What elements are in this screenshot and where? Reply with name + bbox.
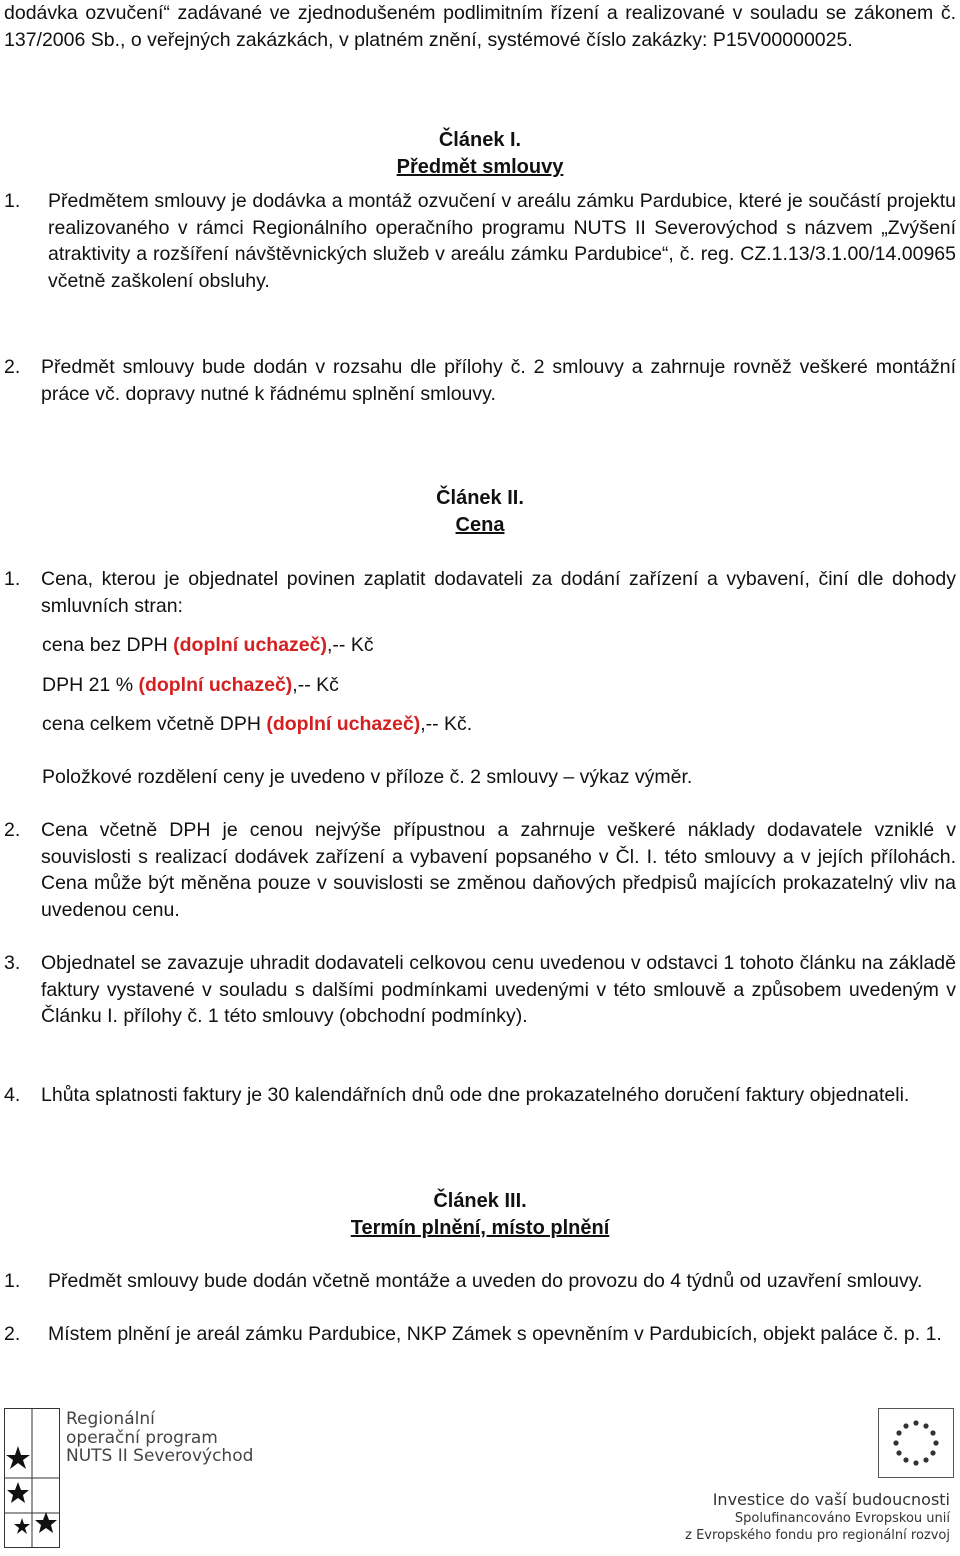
fill-in-placeholder: (doplní uchazeč) <box>266 713 421 735</box>
article-3-title: Termín plnění, místo plnění <box>350 1217 610 1239</box>
article-2-heading <box>0 485 960 539</box>
article-2-number: Článek II. <box>436 487 524 509</box>
article-1-title: Předmět smlouvy <box>396 156 564 178</box>
item-text: Lhůta splatnosti faktury je 30 kalendářních dnů ode dne prokazatelného doručení faktury objednateli. <box>41 1084 910 1106</box>
fill-in-placeholder: (doplní uchazeč) <box>138 674 293 696</box>
price-total: cena celkem včetně DPH (doplní uchazeč),-- Kč. <box>42 713 473 735</box>
item-text: Předmět smlouvy bude dodán v rozsahu dle přílohy č. 2 smlouvy a zahrnuje rovněž veškeré montážní práce vč. dopravy nutné k řádnému splnění smlouvy. <box>41 356 956 405</box>
item-text: Cena, kterou je objednatel povinen zaplatit dodavateli za dodání zařízení a vybavení, činí dle dohody smluvních stran: <box>41 568 956 617</box>
article-3-number: Článek III. <box>433 1190 527 1212</box>
rop-logo <box>4 1408 60 1548</box>
article-3-item-2 <box>4 1321 956 1348</box>
article-2-item-3 <box>4 950 956 1030</box>
price-breakdown-note: Položkové rozdělení ceny je uvedeno v příloze č. 2 smlouvy – výkaz výměr. <box>42 766 693 788</box>
article-2-title: Cena <box>455 514 505 536</box>
item-text: Objednatel se zavazuje uhradit dodavateli celkovou cenu uvedenou v odstavci 1 tohoto článku na základě faktury vystavené v souladu s dalšími podmínkami uvedenými v této smlouvě a způsobem uvedeným v Článku I. přílohy č. 1 této smlouvy (obchodní podmínky). <box>41 952 956 1027</box>
article-3-item-1 <box>4 1268 956 1295</box>
item-text: Cena včetně DPH je cenou nejvýše přípustnou a zahrnuje veškeré náklady dodavatele vzniklé v souvislosti s realizací dodávek zařízení a vybavení popsaného v Čl. I. této smlouvy a v jejích přílohách. Cena může být měněna pouze v souvislosti se změnou daňových předpisů majících prokazatelný vliv na uvedenou cenu. <box>41 819 956 921</box>
item-text: Předmětem smlouvy je dodávka a montáž ozvučení v areálu zámku Pardubice, které je součástí projektu realizovaného v rámci Regionálního operačního programu NUTS II Severovýchod s názvem „Zvýšení atraktivity a rozšíření návštěvnických služeb v areálu zámku Pardubice“, č. reg. CZ.1.13/3.1.00/14.00965 včetně zaškolení obsluhy. <box>48 190 956 292</box>
article-1-item-2 <box>4 354 956 407</box>
item-number: 2. <box>4 356 21 378</box>
rop-stars-icon <box>4 1408 60 1548</box>
item-number: 3. <box>4 952 21 974</box>
intro-paragraph: dodávka ozvučení“ zadávané ve zjednodušeném podlimitním řízení a realizované v souladu se zákonem č. 137/2006 Sb., o veřejných zakázkách, v platném znění, systémové číslo zakázky: P15V00000025. <box>4 2 956 51</box>
article-1-heading <box>0 127 960 181</box>
price-vat: DPH 21 % (doplní uchazeč),-- Kč <box>42 674 339 696</box>
article-1-item-1 <box>4 188 956 294</box>
article-2-item-1 <box>4 566 956 619</box>
item-text: Místem plnění je areál zámku Pardubice, NKP Zámek s opevněním v Pardubicích, objekt paláce č. p. 1. <box>48 1323 942 1345</box>
item-number: 1. <box>4 568 21 590</box>
item-number: 2. <box>4 1323 21 1345</box>
fill-in-placeholder: (doplní uchazeč) <box>173 634 327 656</box>
article-2-item-4 <box>4 1082 956 1109</box>
eu-flag-icon <box>878 1408 954 1478</box>
item-number: 4. <box>4 1084 21 1106</box>
eu-slogan: Investice do vaší budoucnosti Spolufinancováno Evropskou unií z Evropského fondu pro regionální rozvoj <box>685 1490 950 1543</box>
article-1-number: Článek I. <box>438 129 522 151</box>
item-text: Předmět smlouvy bude dodán včetně montáže a uveden do provozu do 4 týdnů od uzavření smlouvy. <box>48 1270 923 1292</box>
price-without-vat: cena bez DPH (doplní uchazeč),-- Kč <box>42 634 374 656</box>
item-number: 1. <box>4 190 21 212</box>
article-2-item-2 <box>4 817 956 923</box>
footer-logos <box>0 1400 960 1553</box>
item-number: 1. <box>4 1270 21 1292</box>
item-number: 2. <box>4 819 21 841</box>
rop-text: Regionální operační program NUTS II Severovýchod <box>66 1409 254 1466</box>
article-3-heading <box>0 1188 960 1242</box>
